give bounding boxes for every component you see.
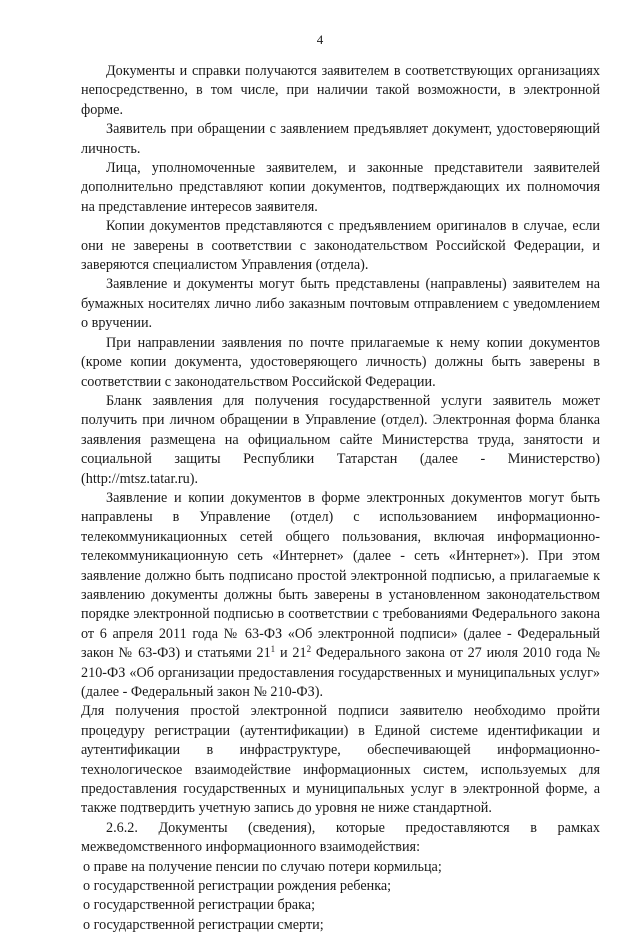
paragraph-mail-submission: При направлении заявления по почте прилагаемые к нему копии документов (кроме копии документа, удостоверяющего личность) должны быть заверены в соответствии с законодательством Российской Федерации. [81, 334, 600, 390]
section-text: Документы (сведения), которые предоставляются в рамках межведомственного информационного взаимодействия: [81, 819, 600, 856]
list-item: о государственной регистрации рождения ребенка; [83, 878, 392, 895]
paragraph-copies-originals: Копии документов представляются с предъявлением оригиналов в случае, если они не заверены в соответствии с законодательством Российской Федерации, и заверяются специалистом Управления (отдела). [81, 218, 600, 274]
article-superscript-2: 2 [306, 644, 312, 655]
paragraph-electronic-submission [81, 489, 600, 702]
section-2-6-2 [81, 819, 600, 858]
document-body [81, 62, 600, 935]
article-superscript-1: 1 [270, 644, 276, 655]
list-item: о праве на получение пенсии по случаю потери кормильца; [83, 858, 442, 875]
page-number: 4 [316, 32, 324, 47]
paragraph-electronic-signature: Для получения простой электронной подписи заявителю необходимо пройти процедуру регистрации (аутентификации) в Единой системе идентификации и аутентификации в инфраструктуре, обеспечивающей информационно-технологическое взаимодействие информационных систем, используемых для предоставления государственных и муниципальных услуг в электронной форме, а также подтвердить учетную запись до уровня не ниже стандартной. [81, 703, 600, 817]
section-number: 2.6.2. [106, 819, 138, 836]
paragraph-identity-document: Заявитель при обращении с заявлением предъявляет документ, удостоверяющий личность. [81, 121, 600, 157]
electronic-text-part1: Заявление и копии документов в форме электронных документов могут быть направлены в Управление (отдел) с использованием информационно-телекоммуникационных сетей общего пользования, включая информационно-телекоммуникационную сеть «Интернет» (далее - сеть «Интернет»). При этом заявление должно быть подписано простой электронной подписью, а прилагаемые к заявлению документы должны быть заверены в установленном законодательством порядке электронной подписью в соответствии с требованиями Федерального закона от 6 апреля 2011 года № 63-ФЗ «Об электронной подписи» (далее - Федеральный закон № 63-ФЗ) и статьями 21 [81, 489, 600, 662]
paragraph-paper-submission: Заявление и документы могут быть представлены (направлены) заявителем на бумажных носителях лично либо заказным почтовым отправлением с уведомлением о вручении. [81, 276, 600, 332]
paragraph-application-form: Бланк заявления для получения государственной услуги заявитель может получить при личном обращении в Управление (отдел). Электронная форма бланка заявления размещена на официальном сайте Министерства труда, занятости и социальной защиты Республики Татарстан (далее - Министерство) (http://mtsz.tatar.ru). [81, 392, 600, 487]
electronic-text-part2: и 21 [275, 645, 307, 662]
list-item: о государственной регистрации смерти; [83, 916, 324, 933]
paragraph-documents-obtained: Документы и справки получаются заявителем в соответствующих организациях непосредственно, в том числе, при наличии такой возможности, в электронной форме. [81, 63, 600, 118]
list-item: о государственной регистрации брака; [83, 897, 316, 914]
paragraph-representatives: Лица, уполномоченные заявителем, и законные представители заявителей дополнительно представляют копии документов, подтверждающих их полномочия на представление интересов заявителя. [81, 160, 600, 215]
electronic-text-part3: Федерального закона от 27 июля 2010 года № 210-ФЗ «Об организации предоставления государственных и муниципальных услуг» (далее - Федеральный закон № 210-ФЗ). [81, 645, 600, 700]
